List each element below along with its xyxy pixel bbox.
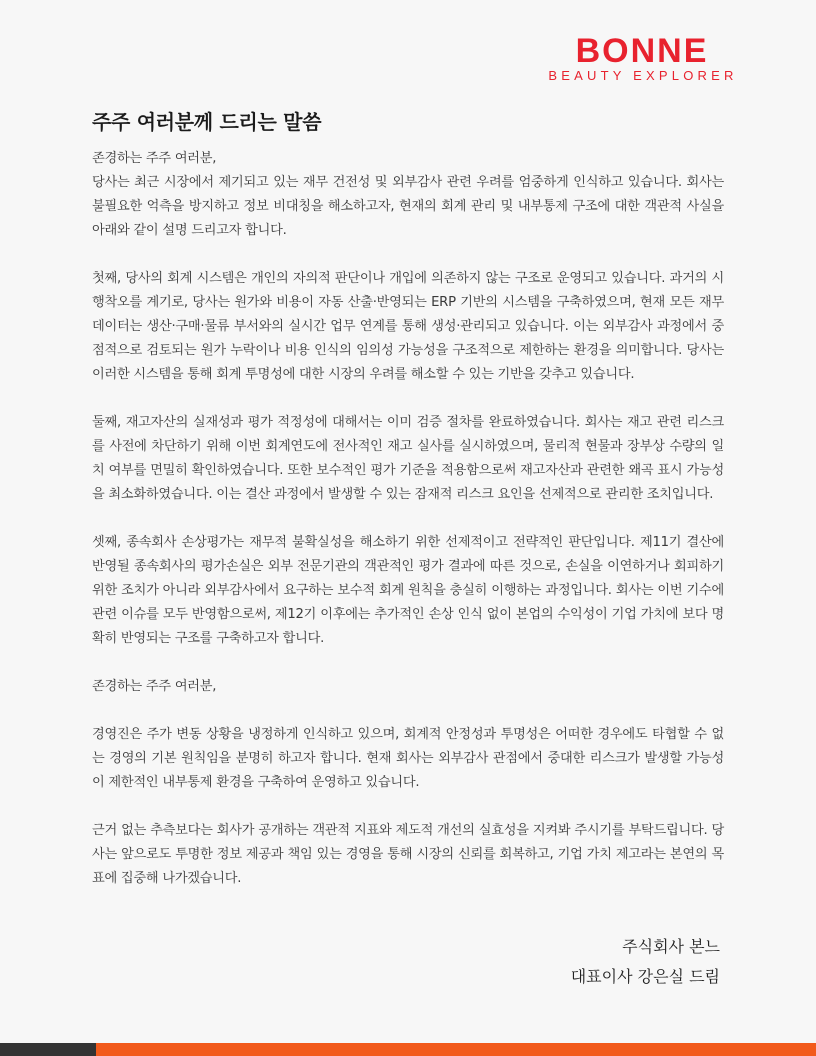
letter-title: 주주 여러분께 드리는 말씀 [92,110,322,134]
greeting: 존경하는 주주 여러분, [92,151,217,166]
paragraph-closing-2: 근거 없는 추측보다는 회사가 공개하는 객관적 지표와 제도적 개선의 실효성을 지켜봐 주시기를 부탁드립니다. 당사는 앞으로도 투명한 정보 제공과 책임 있는 경영을 통해 시장의 신뢰를 회복하고, 기업 가치 제고라는 본연의 목표에 집중해 나가겠습니다. [92,823,724,886]
paragraph-third: 셋째, 종속회사 손상평가는 재무적 불확실성을 해소하기 위한 선제적이고 전략적인 판단입니다. 제11기 결산에 반영될 종속회사의 평가손실은 외부 전문기관의 객관적인 평가 결과에 따른 것으로, 손실을 이연하거나 회피하기 위한 조치가 아니라 외부감사에서 요구하는 보수적 회계 원칙을 충실히 이행하는 과정입니다. 회사는 이번 기수에 관련 이슈를 모두 반영함으로써, 제12기 이후에는 추가적인 손상 인식 없이 본업의 수익성이 기업 가치에 보다 명확히 반영되는 구조를 구축하고자 합니다. [92,535,724,646]
paragraph-first: 첫째, 당사의 회계 시스템은 개인의 자의적 판단이나 개입에 의존하지 않는 구조로 운영되고 있습니다. 과거의 시행착오를 계기로, 당사는 원가와 비용이 자동 산출·반영되는 ERP 기반의 시스템을 구축하였으며, 현재 모든 재무 데이터는 생산·구매·물류 부서와의 실시간 업무 연계를 통해 생성·관리되고 있습니다. 이는 외부감사 과정에서 중점적으로 검토되는 원가 누락이나 비용 인식의 임의성 가능성을 구조적으로 제한하는 환경을 의미합니다. 당사는 이러한 시스템을 통해 회계 투명성에 대한 시장의 우려를 해소할 수 있는 기반을 갖추고 있습니다. [92,271,724,382]
paragraph-second: 둘째, 재고자산의 실재성과 평가 적정성에 대해서는 이미 검증 절차를 완료하였습니다. 회사는 재고 관련 리스크를 사전에 차단하기 위해 이번 회계연도에 전사적인 재고 실사를 실시하였으며, 물리적 현물과 장부상 수량의 일치 여부를 면밀히 확인하였습니다. 또한 보수적인 평가 기준을 적용함으로써 재고자산과 관련한 왜곡 표시 가능성을 최소화하였습니다. 이는 결산 과정에서 발생할 수 있는 잠재적 리스크 요인을 선제적으로 관리한 조치입니다. [92,415,724,502]
logo-wordmark: BONNE [575,34,709,70]
bonne-logo-mark [532,34,752,84]
signature-ceo: 대표이사 강은실 드림 [570,967,720,986]
footer-bar-dark [0,1043,96,1056]
bonne-logo [532,34,752,84]
signature-block [571,932,720,992]
paragraph-closing-1: 경영진은 주가 변동 상황을 냉정하게 인식하고 있으며, 회계적 안정성과 투명성은 어떠한 경우에도 타협할 수 없는 경영의 기본 원칙임을 분명히 하고자 합니다. 현재 회사는 외부감사 관점에서 중대한 리스크가 발생할 가능성이 제한적인 내부통제 환경을 구축하여 운영하고 있습니다. [92,727,724,790]
footer-bar-accent [96,1043,816,1056]
signature-company: 주식회사 본느 [622,937,720,956]
letter-body [92,147,724,891]
logo-tagline: BEAUTY EXPLORER [548,68,738,83]
paragraph-intro: 당사는 최근 시장에서 제기되고 있는 재무 건전성 및 외부감사 관련 우려를 엄중하게 인식하고 있습니다. 회사는 불필요한 억측을 방지하고 정보 비대칭을 해소하고자, 현재의 회계 관리 및 내부통제 구조에 대한 객관적 사실을 아래와 같이 설명 드리고자 합니다. [92,175,724,238]
greeting-second: 존경하는 주주 여러분, [92,679,217,694]
